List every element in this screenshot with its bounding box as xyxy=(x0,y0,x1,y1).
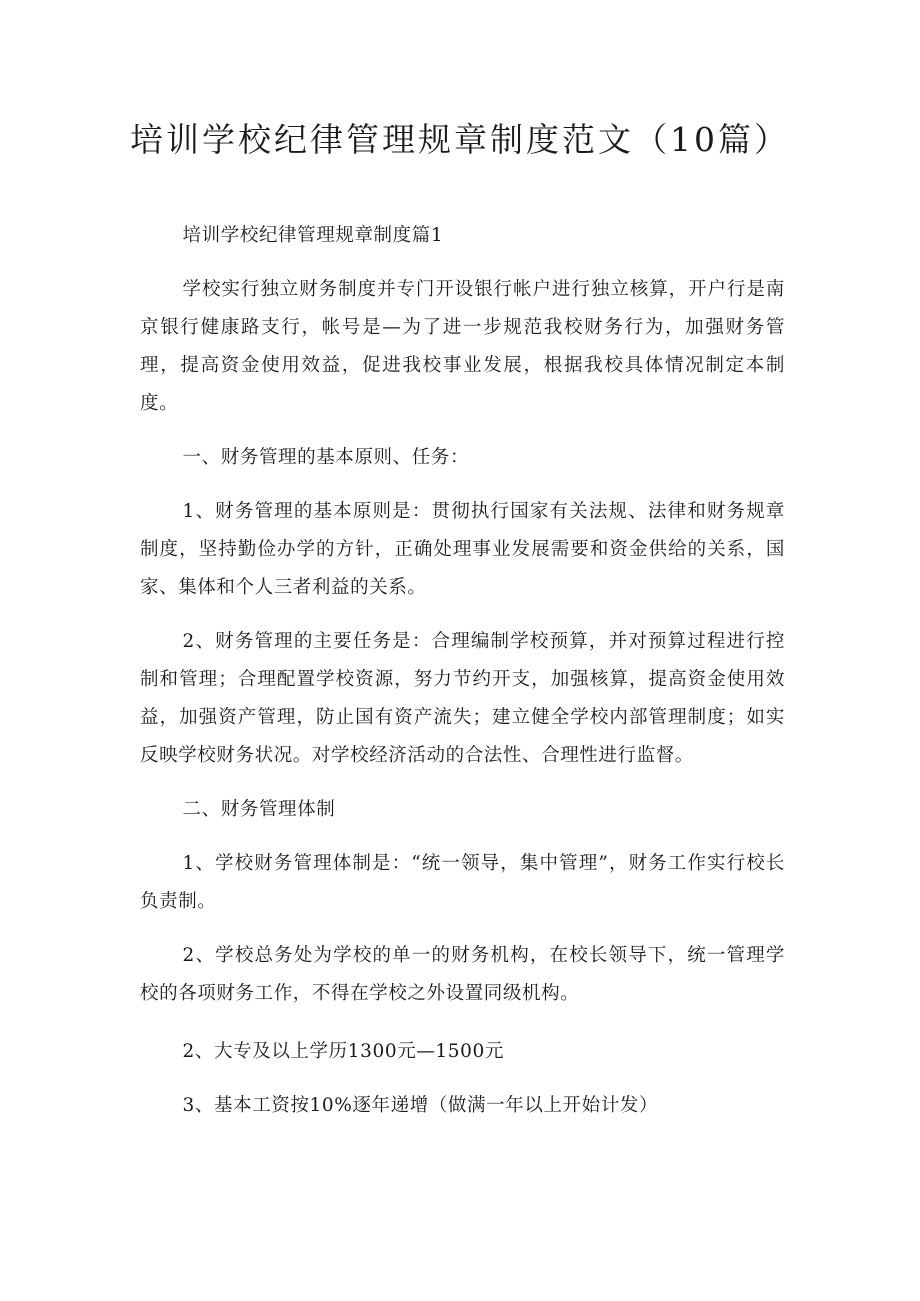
paragraph: 2、学校总务处为学校的单一的财务机构，在校长领导下，统一管理学校的各项财务工作，不得在学校之外设置同级机构。 xyxy=(140,945,785,1004)
document-title: 培训学校纪律管理规章制度范文（10篇） xyxy=(130,120,790,159)
paragraph: 3、基本工资按10%逐年递增（做满一年以上开始计发） xyxy=(182,1095,659,1116)
paragraph: 2、大专及以上学历1300元—1500元 xyxy=(182,1041,504,1062)
paragraph: 1、学校财务管理体制是：“统一领导，集中管理”，财务工作实行校长负责制。 xyxy=(140,853,785,912)
paragraph: 学校实行独立财务制度并专门开设银行帐户进行独立核算，开户行是南京银行健康路支行，帐号是—为了进一步规范我校财务行为，加强财务管理，提高资金使用效益，促进我校事业发展，根据我校具体情况制定本制度。 xyxy=(140,279,785,414)
paragraph: 2、财务管理的主要任务是：合理编制学校预算，并对预算过程进行控制和管理；合理配置学校资源，努力节约开支，加强核算，提高资金使用效益，加强资产管理，防止国有资产流失；建立健全学校内部管理制度；如实反映学校财务状况。对学校经济活动的合法性、合理性进行监督。 xyxy=(140,631,785,766)
paragraph: 1、财务管理的基本原则是：贯彻执行国家有关法规、法律和财务规章制度，坚持勤俭办学的方针，正确处理事业发展需要和资金供给的关系，国家、集体和个人三者利益的关系。 xyxy=(140,501,785,598)
section-heading: 培训学校纪律管理规章制度篇1 xyxy=(182,225,444,246)
section-heading: 一、财务管理的基本原则、任务： xyxy=(182,447,470,468)
document-body xyxy=(140,217,785,1141)
section-heading: 二、财务管理体制 xyxy=(182,799,336,820)
